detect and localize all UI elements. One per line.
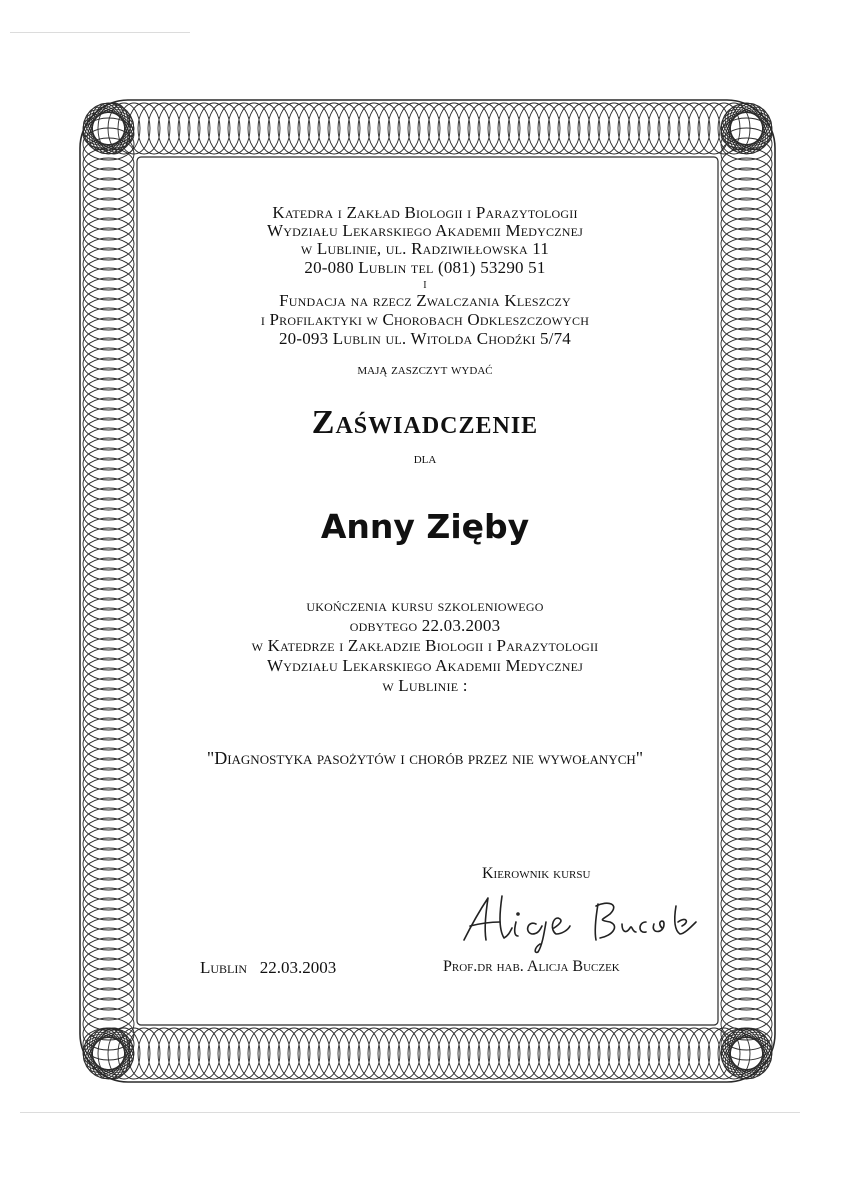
header-line-7: i Profilaktyki w Chorobach Odkleszczowych <box>260 310 590 329</box>
intro-text: mają zaszczyt wydać <box>357 362 493 378</box>
body-line-4: Wydziału Lekarskiego Akademii Medycznej <box>266 656 584 675</box>
for-text: dla <box>413 451 437 467</box>
header-line-3: w Lublinie, ul. Radziwiłłowska 11 <box>300 239 550 258</box>
course-title: "Diagnostyka pasożytów i chorób przez nie wywołanych" <box>206 748 644 768</box>
place-date: Lublin 22.03.2003 <box>200 958 337 977</box>
body-line-3: w Katedrze i Zakładzie Biologii i Parazytologii <box>251 636 599 655</box>
header-line-8: 20-093 Lublin ul. Witolda Chodźki 5/74 <box>278 329 572 348</box>
body-line-2: odbytego 22.03.2003 <box>349 616 501 635</box>
certificate-title: Zaświadczenie <box>311 404 539 441</box>
director-label: Kierownik kursu <box>482 865 591 882</box>
header-line-6: Fundacja na rzecz Zwalczania Kleszczy <box>279 291 571 310</box>
body-line-5: w Lublinie : <box>382 676 468 695</box>
header-line-1: Katedra i Zakład Biologii i Parazytologii <box>272 203 578 222</box>
header-line-4: 20-080 Lublin tel (081) 53290 51 <box>304 258 546 277</box>
recipient-name: Anny Zięby <box>320 507 530 546</box>
director-name: Prof.dr hab. Alicja Buczek <box>443 958 620 975</box>
body-line-1: ukończenia kursu szkoleniowego <box>306 596 544 615</box>
header-line-2: Wydziału Lekarskiego Akademii Medycznej <box>266 221 584 240</box>
handwritten-signature <box>450 888 710 958</box>
header-line-5: i <box>423 277 427 292</box>
